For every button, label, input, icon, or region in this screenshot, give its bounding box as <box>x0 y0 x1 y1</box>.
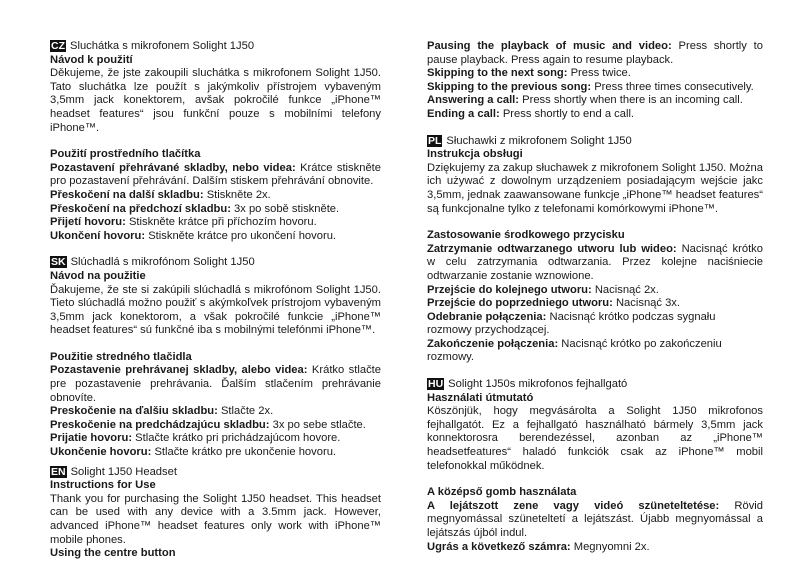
sk-item-3-term: Prijatie hovoru: <box>50 432 133 445</box>
pl-header <box>427 135 763 149</box>
hu-item-1-term: Ugrás a következő számra: <box>427 540 571 553</box>
sk-intro: Ďakujeme, že ste si zakúpili slúchadlá s mikrofónom Solight 1J50. Tieto slúchadlá možno použiť s akýmkoľvek prístrojom vybaveným 3,5mm jack konektorom, a však pokročilé funkcie „iPhone™ headset features“ sú funkčné iba s mobilnými telefónmi iPhone™. <box>50 283 381 337</box>
en-item-1-term: Skipping to the next song: <box>427 67 568 80</box>
pl-item-0-term: Zatrzymanie odtwarzanego utworu lub wideo: <box>427 242 677 255</box>
cz-item-0-term: Pozastavení přehrávané skladby, nebo videa: <box>50 161 296 174</box>
cz-subtitle: Návod k použití <box>50 53 133 66</box>
cz-badge: CZ <box>51 40 65 52</box>
hu-header <box>427 378 763 392</box>
pl-item-1-term: Przejście do kolejnego utworu: <box>427 283 592 296</box>
en-item-2-desc: Press three times consecutively. <box>594 80 754 93</box>
en-item-0-term: Pausing the playback of music and video: <box>427 40 672 52</box>
en-section-title: Using the centre button <box>50 547 176 560</box>
right-column <box>427 40 763 554</box>
cz-section-title: Použití prostředního tlačítka <box>50 148 201 161</box>
en-item-1-desc: Press twice. <box>570 67 631 80</box>
pl-item-4-desc: Nacisnąć krótko po zakończeniu rozmowy. <box>427 337 722 364</box>
en-item-3-desc: Press shortly when there is an incoming call. <box>522 94 743 107</box>
hu-item-0-term: A lejátszott zene vagy videó szüneteltetése: <box>427 499 720 512</box>
pl-section-title: Zastosowanie środkowego przycisku <box>427 229 625 242</box>
pl-item-3 <box>427 311 763 338</box>
en-header-text: Solight 1J50 Headset <box>70 465 177 478</box>
hu-subtitle: Használati útmutató <box>427 391 534 404</box>
en-item-4-desc: Press shortly to end a call. <box>502 107 635 120</box>
en-item-3-term: Answering a call: <box>427 94 520 107</box>
cz-item-2-term: Přeskočení na předchozí skladbu: <box>50 202 231 215</box>
en-intro: Thank you for purchasing the Solight 1J50 headset. This headset can be used with any device with a 3.5mm jack. However, advanced iPhone™ headset features only work with iPhone™ mobile phones. <box>50 492 381 546</box>
sk-item-0 <box>50 364 381 405</box>
en-item-2-term: Skipping to the previous song: <box>427 80 592 93</box>
cz-item-0-desc: Krátce stiskněte pro pozastavení přehrávání. Dalším stiskem přehrávání obnovite. <box>50 161 381 188</box>
en-item-3 <box>427 94 763 108</box>
hu-section <box>427 378 763 554</box>
en-section <box>50 466 381 561</box>
pl-header-text: Słuchawki z mikrofonem Solight 1J50 <box>446 134 632 147</box>
en-item-0-desc: Press shortly to pause playback. Press again to resume playback. <box>427 40 764 66</box>
pl-item-4 <box>427 338 763 365</box>
hu-item-1-desc: Megnyomni 2x. <box>573 540 650 553</box>
cz-item-3 <box>50 216 381 230</box>
sk-item-0-desc: Krátko stlačte pre pozastavenie prehrávania. Ďalším stlačením prehrávanie obnovíte. <box>50 364 381 404</box>
cz-item-1-desc: Stiskněte 2x. <box>206 188 271 201</box>
cz-item-1 <box>50 189 381 203</box>
hu-badge: HU <box>428 378 444 391</box>
sk-header-text: Slúchadlá s mikrofónom Solight 1J50 <box>70 256 255 269</box>
pl-subtitle: Instrukcja obsługi <box>427 148 523 161</box>
sk-item-4 <box>50 446 381 460</box>
en-header <box>50 466 381 480</box>
sk-item-3 <box>50 432 381 446</box>
pl-item-2-desc: Nacisnąć 3x. <box>615 297 681 310</box>
pl-item-1-desc: Nacisnąć 2x. <box>594 283 659 296</box>
pl-item-3-term: Odebranie połączenia: <box>427 310 547 323</box>
cz-item-4-desc: Stiskněte krátce pro ukončení hovoru. <box>148 229 337 242</box>
hu-item-1 <box>427 541 763 555</box>
left-column <box>50 40 381 561</box>
en-item-4-term: Ending a call: <box>427 107 500 120</box>
hu-header-text: Solight 1J50s mikrofonos fejhallgató <box>448 378 628 391</box>
hu-intro: Köszönjük, hogy megvásárolta a Solight 1J50 mikrofonos fejhallgatót. Ez a fejhallgató használható bármely 3,5mm jack konnektorosra berendezéssel, azonban az „iPhone™ headsetfeatures“ haladó funkciók csak az iPhone™ mobil telefonokkal működnek. <box>427 405 763 472</box>
hu-item-0 <box>427 500 763 541</box>
sk-item-2-desc: 3x po sebe stlačte. <box>272 418 366 431</box>
en-item-4 <box>427 108 763 122</box>
cz-section <box>50 40 381 243</box>
sk-subtitle: Návod na použitie <box>50 269 146 282</box>
cz-item-1-term: Přeskočení na další skladbu: <box>50 188 204 201</box>
hu-item-0-desc: Rövid megnyomással szüneteltetí a lejátszást. Újabb megnyomással a lejátszás újból indul. <box>427 499 764 539</box>
pl-item-0 <box>427 243 763 284</box>
cz-item-3-term: Přijetí hovoru: <box>50 216 126 229</box>
sk-item-0-term: Pozastavenie prehrávanej skladby, alebo videa: <box>50 364 308 377</box>
sk-item-1-desc: Stlačte 2x. <box>220 405 274 418</box>
sk-section-title: Použitie stredného tlačidla <box>50 350 192 363</box>
cz-header-text: Sluchátka s mikrofonem Solight 1J50 <box>70 40 255 52</box>
sk-header <box>50 256 381 270</box>
en-badge: EN <box>51 465 66 478</box>
pl-item-3-desc: Nacisnąć krótko podczas sygnału rozmowy przychodzącej. <box>427 310 716 337</box>
cz-item-2-desc: 3x po sobě stiskněte. <box>234 202 340 215</box>
sk-item-1 <box>50 405 381 419</box>
pl-section <box>427 135 763 366</box>
sk-item-2 <box>50 419 381 433</box>
sk-badge: SK <box>51 256 66 269</box>
cz-item-4-term: Ukončení hovoru: <box>50 229 146 242</box>
pl-item-1 <box>427 284 763 298</box>
cz-item-3-desc: Stiskněte krátce při příchozím hovoru. <box>128 216 317 229</box>
en-item-2 <box>427 81 763 95</box>
cz-intro: Děkujeme, že jste zakoupili sluchátka s mikrofonem Solight 1J50. Tato sluchátka lze použít s jakýmkoliv přístrojem vybaveným 3,5mm jack konektorem, avšak pokročilé funkce „iPhone™ headset features“ jsou funkční pouze s mobilními telefony iPhone™. <box>50 67 381 134</box>
hu-section-title: A középső gomb használata <box>427 486 577 499</box>
sk-item-3-desc: Stlačte krátko pri prichádzajúcom hovore. <box>135 432 341 445</box>
en-continued-section <box>427 40 763 122</box>
sk-item-4-term: Ukončenie hovoru: <box>50 446 152 459</box>
pl-item-4-term: Zakończenie połączenia: <box>427 337 559 350</box>
sk-item-4-desc: Stlačte krátko pre ukončenie hovoru. <box>154 446 337 459</box>
cz-item-0 <box>50 162 381 189</box>
pl-item-2-term: Przejście do poprzedniego utworu: <box>427 297 613 310</box>
cz-item-4 <box>50 230 381 244</box>
sk-section <box>50 256 381 459</box>
cz-item-2 <box>50 203 381 217</box>
sk-item-1-term: Preskočenie na ďalšiu skladbu: <box>50 405 218 418</box>
sk-item-2-term: Preskočenie na predchádzajúcu skladbu: <box>50 418 270 431</box>
en-item-1 <box>427 67 763 81</box>
en-subtitle: Instructions for Use <box>50 479 156 492</box>
en-item-0 <box>427 40 763 67</box>
pl-badge: PL <box>428 134 442 147</box>
pl-item-2 <box>427 297 763 311</box>
cz-header <box>50 40 381 54</box>
pl-item-0-desc: Nacisnąć krótko w celu zatrzymania odtwarzania. Przez kolejne naciśniecie odtwarzanie zostanie wznowione. <box>427 242 763 282</box>
pl-intro: Dziękujemy za zakup słuchawek z mikrofonem Solight 1J50. Można ich używać z dowolnym urządzeniem posiadającym wejście jakc 3,5mm, jednak zaawansowane funkcje „iPhone™ headset features“ są funkcjonalne tylko z telefonami komórkowymi iPhone™. <box>427 161 763 215</box>
